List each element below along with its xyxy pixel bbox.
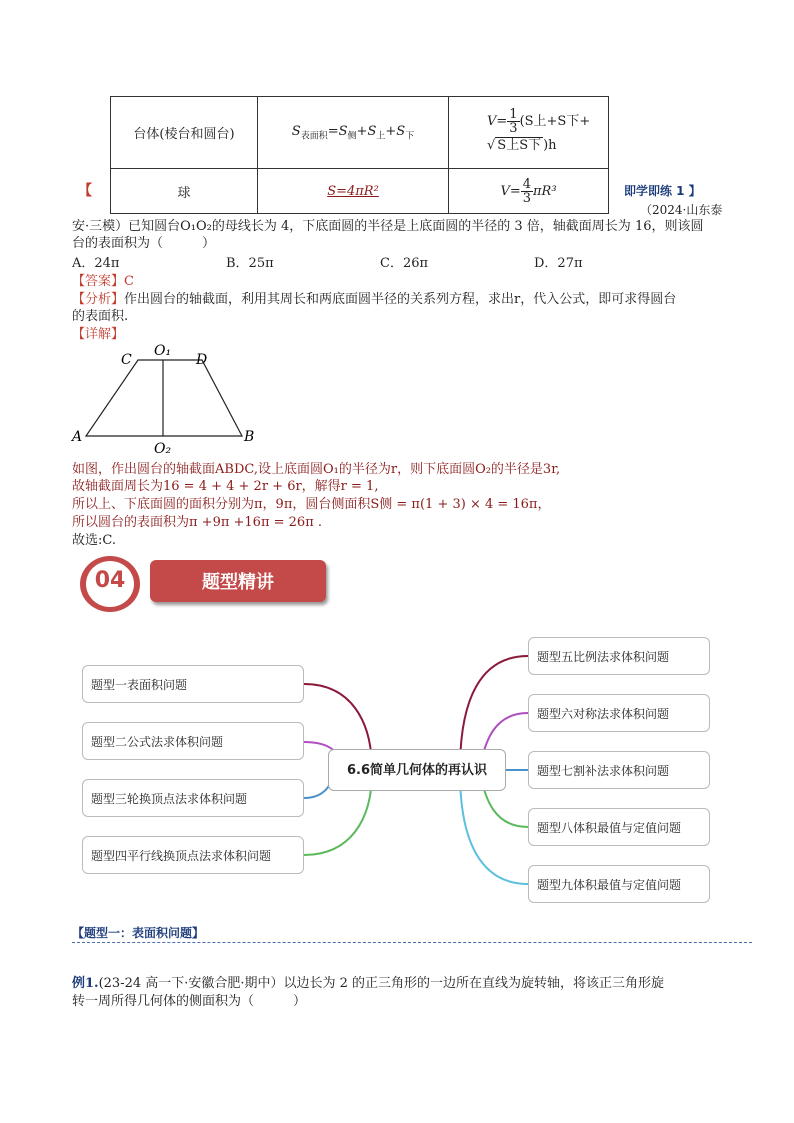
cell-frustum-volume: V= $\frac{1}{3}$ (S上+S下+ √ S上S下 )h (449, 97, 609, 169)
answer-line: 【答案】C (72, 274, 134, 289)
solution-line-1: 如图，作出圆台的轴截面ABDC,设上底面圆O₁的半径为r，则下底面圆O₂的半径是3r, (72, 462, 561, 477)
mindmap-topic-4: 题型四平行线换顶点法求体积问题 (82, 836, 304, 874)
option-c: C．26π (380, 256, 429, 271)
option-b: B．25π (226, 256, 274, 271)
practice-label: 即学即练 1 】 (624, 184, 701, 198)
detail-label: 【详解】 (72, 327, 125, 342)
label-a: A (72, 429, 83, 445)
section-banner-title: 题型精讲 (202, 572, 274, 593)
label-c: C (121, 352, 132, 368)
cell-sphere-volume: V= $\frac{4}{3}$ πR³ (449, 169, 609, 214)
mindmap-topic-6: 题型六对称法求体积问题 (528, 694, 710, 732)
option-d: D．27π (534, 256, 583, 271)
label-b: B (244, 429, 255, 445)
label-o1: O₁ (154, 343, 172, 359)
formula-table (110, 96, 609, 214)
mindmap-topic-2: 题型二公式法求体积问题 (82, 722, 304, 760)
solution-line-4: 所以圆台的表面积为π +9π +16π = 26π . (72, 515, 323, 530)
cell-sphere-area: S=4πR² (258, 169, 449, 214)
mindmap-topic-8: 题型八体积最值与定值问题 (528, 808, 710, 846)
frustum-cross-section-figure (70, 342, 270, 457)
analysis-line-2: 的表面积. (72, 309, 129, 324)
mindmap-topic-5: 题型五比例法求体积问题 (528, 637, 710, 675)
example-line-1: 例1.(23-24 高一下·安徽合肥·期中）以边长为 2 的正三角形的一边所在直线为旋转轴，将该正三角形旋 (72, 976, 665, 991)
practice-bracket-open: 【 (78, 183, 92, 199)
cell-frustum-name: 台体(棱台和圆台) (111, 97, 258, 169)
label-o2: O₂ (154, 441, 172, 457)
question-line-2: 台的表面积为（ ） (72, 236, 216, 251)
mindmap-topic-7: 题型七割补法求体积问题 (528, 751, 710, 789)
solution-line-3: 所以上、下底面圆的面积分别为π，9π，圆台侧面积S侧 = π(1 + 3) × 4 = 16π， (72, 497, 551, 512)
section-divider (72, 942, 752, 943)
label-d: D (196, 352, 208, 368)
mindmap-topic-1: 题型一表面积问题 (82, 665, 304, 703)
solution-line-2: 故轴截面周长为16 = 4 + 4 + 2r + 6r，解得r = 1, (72, 479, 379, 494)
solution-line-5: 故选:C. (72, 533, 116, 548)
question-line-1: 安·三模）已知圆台O₁O₂的母线长为 4，下底面圆的半径是上底面圆的半径的 3 倍，轴截面周长为 16，则该圆 (72, 219, 704, 234)
mindmap-center-topic: 6.6简单几何体的再认识 (328, 749, 506, 791)
analysis-line-1: 【分析】作出圆台的轴截面，利用其周长和两底面圆半径的关系列方程，求出r，代入公式，即可求得圆台 (72, 292, 677, 307)
mindmap-topic-3: 题型三轮换顶点法求体积问题 (82, 779, 304, 817)
cell-sphere-name: 球 (111, 169, 258, 214)
practice-source: （2024·山东泰 (640, 203, 723, 217)
example-line-2: 转一周所得几何体的侧面积为（ ） (72, 994, 307, 1009)
mindmap-topic-9: 题型九体积最值与定值问题 (528, 865, 710, 903)
option-a: A．24π (72, 256, 120, 271)
section-number: 04 (94, 568, 126, 593)
cell-frustum-area: $S_{表面积}=S_侧+S_上+S_下$ (258, 97, 449, 169)
section-title: 【题型一：表面积问题】 (72, 926, 205, 940)
